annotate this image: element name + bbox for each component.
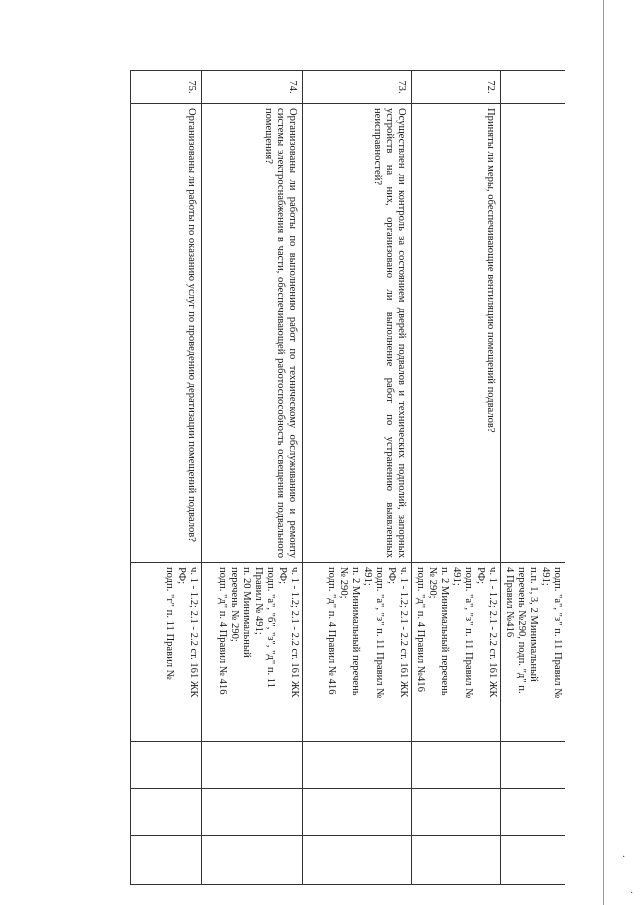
basis-line: Правил № 491; (253, 567, 264, 635)
row-legal-basis (202, 563, 303, 742)
basis-line: подп. "а", "б", "з", "д" п. 11 (265, 567, 276, 688)
row-question: Осуществлен ли контроль за состоянием дверей подвалов и технических подполий, запорных устройств на них, организовано ли выполнение работ по устранению выявленных неисправностей? (303, 104, 412, 563)
row-number: 75. (131, 71, 202, 104)
basis-line: подп. "а", "з" п. 11 Правил № (552, 567, 563, 699)
basis-line: ч. 1 - 1.2; 2.1 - 2.2 ст. 161 ЖК (188, 567, 199, 698)
row-number: 72. (412, 71, 501, 104)
answer-cell-no[interactable] (202, 789, 303, 836)
table-row (303, 71, 412, 885)
answer-cell-yes[interactable] (202, 742, 303, 789)
row-legal-basis (501, 563, 566, 742)
basis-line: РФ; (277, 567, 288, 585)
basis-line: п.п. 1, 3, 2 Минимальный (528, 567, 539, 682)
basis-line: подп. "а", "з" п. 11 Правил № (374, 567, 385, 699)
basis-line: перечень № 290; (229, 567, 240, 642)
table-row (501, 71, 566, 885)
basis-line: п. 20 Минимальный (241, 567, 252, 658)
answer-cell-yes[interactable] (412, 742, 501, 789)
basis-line: 4 Правил №416 (504, 567, 515, 638)
note-cell[interactable] (131, 836, 202, 885)
basis-line: подп. "а", "з" п. 11 Правил № (463, 567, 474, 699)
basis-line: ч. 1 - 1.2; 2.1 - 2.2 ст. 161 ЖК (289, 567, 300, 698)
row-question: Приняты ли меры, обеспечивающие вентиляцию помещений подвалов? (412, 104, 501, 563)
row-number: 73. (303, 71, 412, 104)
table-row (131, 71, 202, 885)
scan-margin-line (603, 0, 604, 905)
basis-line: перечень №290, подп. "д" п. (516, 567, 527, 694)
basis-line: подп. "д" п. 4 Правил № 416 (326, 567, 337, 695)
note-cell[interactable] (501, 836, 566, 885)
note-cell[interactable] (202, 836, 303, 885)
basis-line: подп. "г" п. 11 Правил № (164, 567, 175, 680)
basis-line: подп. "д" п. 4 Правил №416 (415, 567, 426, 692)
basis-line: 491; (362, 567, 373, 586)
answer-cell-yes[interactable] (501, 742, 566, 789)
basis-line: ч. 1 - 1.2; 2.1 - 2.2 ст. 161 ЖК (398, 567, 409, 698)
note-cell[interactable] (412, 836, 501, 885)
basis-line: РФ; (176, 567, 187, 585)
note-cell[interactable] (303, 836, 412, 885)
row-legal-basis (412, 563, 501, 742)
scan-speck: · (622, 852, 626, 863)
basis-line: РФ; (386, 567, 397, 585)
answer-cell-no[interactable] (412, 789, 501, 836)
basis-line: подп. "д" п. 4 Правил № 416 (217, 567, 228, 695)
basis-line: 491; (540, 567, 551, 586)
row-legal-basis (131, 563, 202, 742)
basis-line: № 290; (427, 567, 438, 599)
answer-cell-no[interactable] (501, 789, 566, 836)
checklist-table (130, 70, 565, 885)
basis-line: п. 2 Минимальный перечень (350, 567, 361, 696)
row-number: 74. (202, 71, 303, 104)
row-question: Организованы ли работы по выполнению работ по техническому обслуживанию и ремонту системы электроснабжения в части, обеспечивающей работоспособность освещения подвального помещения? (202, 104, 303, 563)
answer-cell-yes[interactable] (131, 742, 202, 789)
table-row (412, 71, 501, 885)
row-question: Организованы ли работы по оказанию услуг по проведению дератизации помещений подвалов? (131, 104, 202, 563)
table-row (202, 71, 303, 885)
basis-line: РФ; (475, 567, 486, 585)
scan-speck: · (630, 888, 634, 899)
rotated-page (75, 70, 565, 860)
row-question (501, 104, 566, 563)
basis-line: № 290; (338, 567, 349, 599)
row-legal-basis (303, 563, 412, 742)
basis-line: 491; (451, 567, 462, 586)
row-number (501, 71, 566, 104)
answer-cell-yes[interactable] (303, 742, 412, 789)
basis-line: п. 2 Минимальный перечень (439, 567, 450, 696)
answer-cell-no[interactable] (303, 789, 412, 836)
basis-line: ч. 1 - 1.2; 2.1 - 2.2 ст. 161 ЖК (487, 567, 498, 698)
answer-cell-no[interactable] (131, 789, 202, 836)
